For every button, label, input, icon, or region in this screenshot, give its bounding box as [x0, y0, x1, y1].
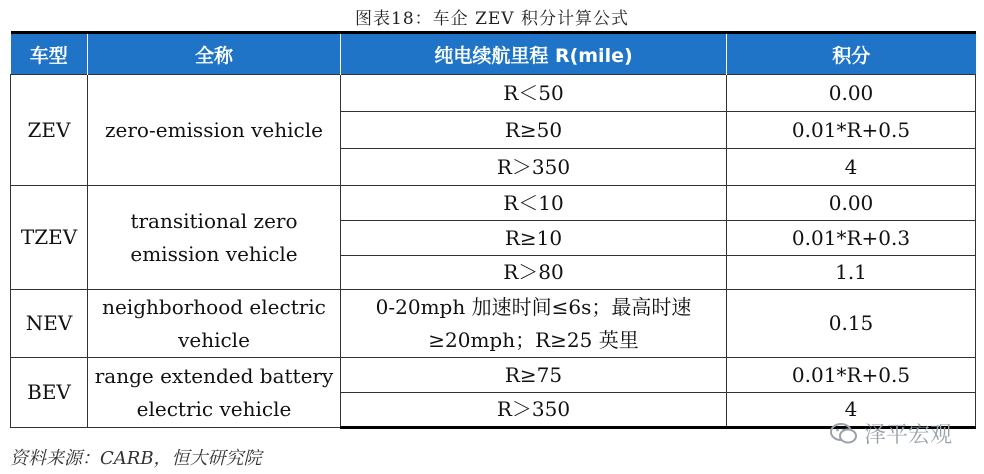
zev-credit-table: [10, 31, 976, 429]
header-credits: 积分: [727, 33, 976, 75]
source-note: 资料来源：CARB，恒大研究院: [10, 448, 262, 469]
credit-cell: 0.01*R+0.5: [727, 358, 976, 393]
range-cell: R＜50: [341, 75, 727, 112]
header-full-name: 全称: [88, 33, 341, 75]
vehicle-type-cell: ZEV: [11, 75, 88, 186]
table-row: [11, 75, 976, 112]
full-name-cell: range extended battery electric vehicle: [88, 358, 341, 428]
credit-cell: 0.15: [727, 290, 976, 358]
header-vehicle-type: 车型: [11, 33, 88, 75]
vehicle-type-cell: BEV: [11, 358, 88, 428]
full-name-cell: transitional zero emission vehicle: [88, 186, 341, 290]
table-row: [11, 358, 976, 393]
vehicle-type-cell: TZEV: [11, 186, 88, 290]
table-header-row: [11, 33, 976, 75]
credit-cell: 4: [727, 149, 976, 186]
credit-cell: 0.01*R+0.5: [727, 112, 976, 149]
header-electric-range: 纯电续航里程 R(mile): [341, 33, 727, 75]
range-cell: R≥50: [341, 112, 727, 149]
vehicle-type-cell: NEV: [11, 290, 88, 358]
table-row: [11, 290, 976, 358]
range-cell: R＞80: [341, 256, 727, 290]
wechat-icon: [830, 422, 858, 446]
full-name-cell: neighborhood electric vehicle: [88, 290, 341, 358]
figure-title: 图表18：车企 ZEV 积分计算公式: [355, 9, 629, 29]
range-cell: R≥10: [341, 221, 727, 256]
range-cell: R＞350: [341, 393, 727, 428]
credit-cell: 4: [727, 393, 976, 428]
table-row: [11, 186, 976, 221]
range-cell: R＜10: [341, 186, 727, 221]
watermark-text: 泽平宏观: [863, 423, 952, 448]
range-cell: R＞350: [341, 149, 727, 186]
range-cell: 0-20mph 加速时间≤6s；最高时速≥20mph；R≥25 英里: [341, 290, 727, 358]
range-cell: R≥75: [341, 358, 727, 393]
credit-cell: 0.00: [727, 75, 976, 112]
credit-cell: 0.01*R+0.3: [727, 221, 976, 256]
credit-cell: 1.1: [727, 256, 976, 290]
full-name-cell: zero-emission vehicle: [88, 75, 341, 186]
watermark: [830, 418, 952, 449]
credit-cell: 0.00: [727, 186, 976, 221]
